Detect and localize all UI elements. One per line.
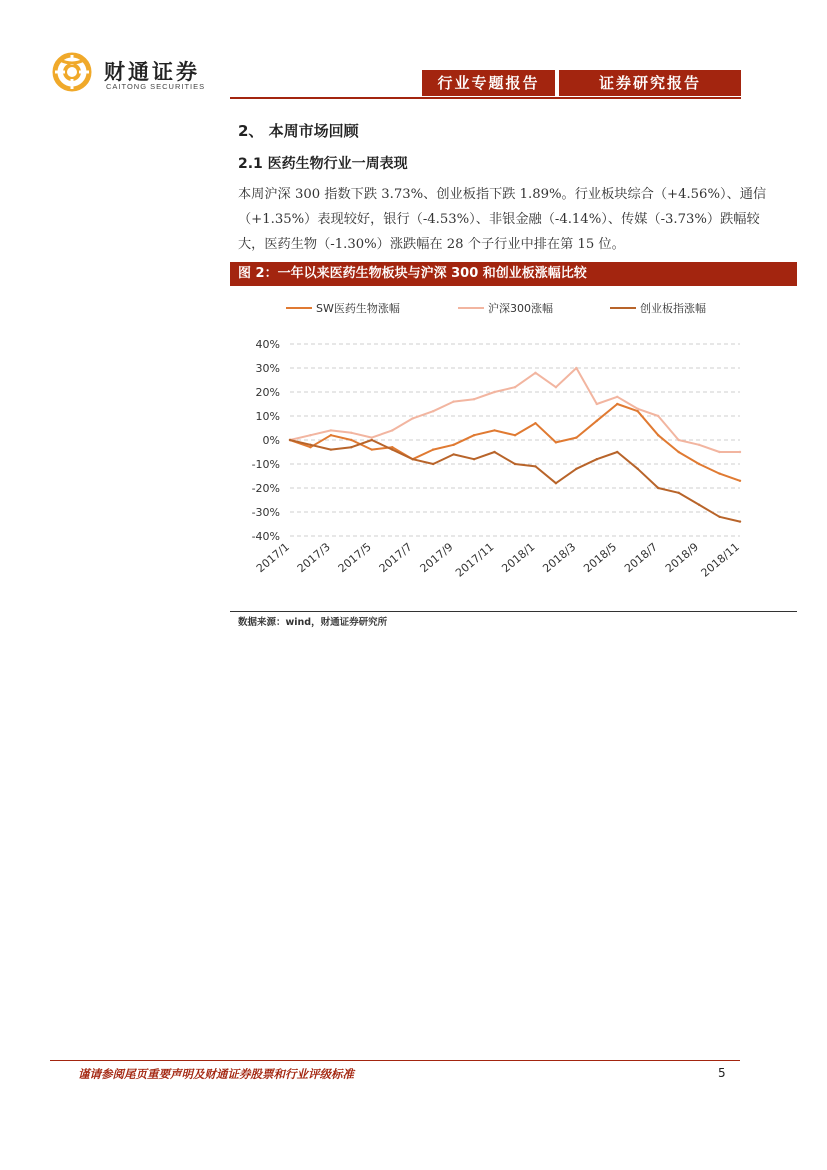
- x-tick-label: 2017/7: [376, 540, 415, 576]
- data-point: [493, 451, 495, 453]
- data-point: [432, 448, 434, 450]
- x-tick-label: 2017/1: [253, 540, 292, 576]
- figure-source: 数据来源：wind，财通证券研究所: [238, 617, 388, 628]
- header-divider: [230, 97, 741, 99]
- data-point: [677, 439, 679, 441]
- y-tick-label: 10%: [255, 410, 280, 423]
- figure-caption: 图 2：一年以来医药生物板块与沪深 300 和创业板涨幅比较: [230, 262, 797, 286]
- data-point: [739, 451, 741, 453]
- data-point: [616, 396, 618, 398]
- footer-disclaimer: 谨请参阅尾页重要声明及财通证券股票和行业评级标准: [78, 1067, 354, 1081]
- data-point: [575, 468, 577, 470]
- data-point: [309, 446, 311, 448]
- data-point: [371, 439, 373, 441]
- chart-series: [289, 367, 741, 523]
- y-axis-ticks: [252, 338, 280, 543]
- data-point: [350, 432, 352, 434]
- data-point: [657, 415, 659, 417]
- brand-name-en: CAITONG SECURITIES: [106, 82, 206, 91]
- footer-divider: [50, 1060, 740, 1061]
- data-point: [371, 448, 373, 450]
- data-point: [493, 391, 495, 393]
- y-tick-label: -30%: [251, 506, 280, 519]
- chart-grid: [290, 344, 740, 536]
- data-point: [309, 434, 311, 436]
- data-point: [412, 458, 414, 460]
- data-point: [718, 472, 720, 474]
- data-point: [514, 386, 516, 388]
- data-point: [657, 434, 659, 436]
- x-tick-label: 2018/7: [622, 540, 661, 576]
- data-point: [575, 367, 577, 369]
- x-tick-label: 2018/11: [698, 540, 742, 580]
- data-point: [514, 434, 516, 436]
- data-point: [596, 420, 598, 422]
- data-point: [473, 434, 475, 436]
- data-point: [616, 403, 618, 405]
- data-point: [616, 451, 618, 453]
- data-point: [350, 439, 352, 441]
- legend-label: 沪深300涨幅: [488, 302, 553, 315]
- legend-label: SW医药生物涨幅: [316, 302, 400, 315]
- data-point: [555, 482, 557, 484]
- y-tick-label: 40%: [255, 338, 280, 351]
- data-point: [534, 465, 536, 467]
- data-point: [718, 451, 720, 453]
- x-tick-label: 2018/1: [499, 540, 538, 576]
- figure-divider: [230, 611, 797, 612]
- page-number: 5: [718, 1066, 726, 1080]
- data-point: [330, 429, 332, 431]
- data-point: [718, 516, 720, 518]
- chart-legend: [286, 301, 706, 315]
- data-point: [596, 403, 598, 405]
- data-point: [534, 372, 536, 374]
- data-point: [432, 463, 434, 465]
- data-point: [452, 400, 454, 402]
- data-point: [596, 458, 598, 460]
- x-tick-label: 2017/5: [335, 540, 374, 576]
- data-point: [309, 444, 311, 446]
- data-point: [412, 417, 414, 419]
- body-paragraph: 本周沪深 300 指数下跌 3.73%、创业板指下跌 1.89%。行业板块综合（+4.56%）、通信（+1.35%）表现较好，银行（-4.53%）、非银金融（-4.14%）、传媒（-3.73%）跌幅较大，医药生物（-1.30%）涨跌幅在 28 个子行业中排在第 15 位。: [238, 187, 767, 252]
- brand-name-cn: 财通证券: [104, 60, 200, 84]
- y-tick-label: -10%: [251, 458, 280, 471]
- y-tick-label: -40%: [251, 530, 280, 543]
- data-point: [677, 451, 679, 453]
- data-point: [739, 520, 741, 522]
- y-tick-label: -20%: [251, 482, 280, 495]
- x-tick-label: 2017/9: [417, 540, 456, 576]
- y-tick-label: 0%: [262, 434, 280, 447]
- data-point: [473, 398, 475, 400]
- line-chart: [230, 288, 797, 610]
- data-point: [473, 458, 475, 460]
- section-heading: 2、 本周市场回顾: [238, 122, 359, 140]
- y-tick-label: 30%: [255, 362, 280, 375]
- data-point: [657, 487, 659, 489]
- data-point: [739, 480, 741, 482]
- data-point: [637, 468, 639, 470]
- data-point: [452, 444, 454, 446]
- x-tick-label: 2018/9: [663, 540, 702, 576]
- x-axis-ticks: [254, 540, 742, 579]
- data-point: [371, 436, 373, 438]
- x-tick-label: 2017/3: [294, 540, 333, 576]
- data-point: [698, 504, 700, 506]
- x-tick-label: 2017/11: [453, 540, 497, 580]
- x-tick-label: 2018/3: [540, 540, 579, 576]
- series-line: [290, 368, 740, 452]
- report-type-label: 行业专题报告: [422, 70, 555, 96]
- header-tabs: [422, 70, 741, 96]
- data-point: [391, 448, 393, 450]
- report-category-label: 证券研究报告: [559, 70, 741, 96]
- data-point: [289, 439, 291, 441]
- subsection-heading: 2.1 医药生物行业一周表现: [238, 156, 408, 172]
- data-point: [555, 386, 557, 388]
- caitong-logo-icon: [50, 52, 94, 92]
- data-point: [555, 441, 557, 443]
- data-point: [514, 463, 516, 465]
- data-point: [391, 429, 393, 431]
- data-point: [698, 463, 700, 465]
- data-point: [637, 410, 639, 412]
- y-tick-label: 20%: [255, 386, 280, 399]
- data-point: [330, 434, 332, 436]
- data-point: [432, 410, 434, 412]
- company-logo: [50, 52, 230, 92]
- series-line: [290, 440, 740, 522]
- data-point: [330, 448, 332, 450]
- data-point: [350, 446, 352, 448]
- legend-label: 创业板指涨幅: [640, 302, 706, 315]
- data-point: [637, 408, 639, 410]
- x-tick-label: 2018/5: [581, 540, 620, 576]
- data-point: [452, 453, 454, 455]
- data-point: [534, 422, 536, 424]
- data-point: [575, 436, 577, 438]
- data-point: [698, 444, 700, 446]
- data-point: [677, 492, 679, 494]
- data-point: [391, 446, 393, 448]
- data-point: [493, 429, 495, 431]
